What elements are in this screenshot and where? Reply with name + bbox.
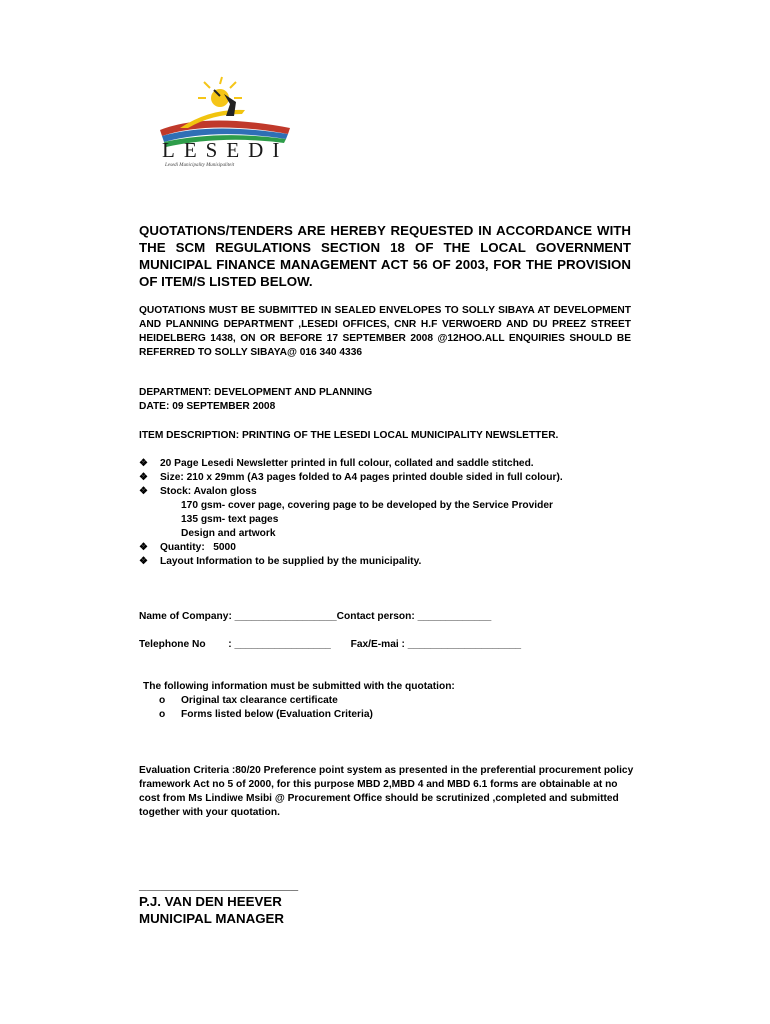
signatory-title: MUNICIPAL MANAGER [139, 911, 285, 926]
list-item [139, 555, 639, 569]
diamond-bullet-icon: ❖ [139, 542, 148, 553]
list-item-text: 20 Page Lesedi Newsletter printed in full colour, collated and saddle stitched. [160, 458, 534, 469]
diamond-bullet-icon: ❖ [139, 486, 148, 497]
logo-wordmark: LESEDI [162, 138, 289, 162]
department-block [139, 386, 631, 414]
evaluation-criteria: Evaluation Criteria :80/20 Preference point system as presented in the preferential procurement policy framework Act no 5 of 2000, for this purpose MBD 2,MBD 4 and MBD 6.1 forms are obtainable at no cost from Ms Lindiwe Msibi @ Procurement Office should be scrutinized ,completed and submitted together with your quotation. [139, 765, 634, 818]
department-line: DEPARTMENT: DEVELOPMENT AND PLANNING [139, 387, 373, 398]
list-subitem: Design and artwork [181, 528, 276, 539]
circle-bullet-icon: o [159, 709, 166, 720]
list-item [159, 708, 373, 722]
company-contact-line: Name of Company: __________________Contact person: _____________ [139, 611, 492, 622]
telephone-fax-line: Telephone No : _________________ Fax/E-mai : ____________________ [139, 639, 522, 650]
item-description: ITEM DESCRIPTION: PRINTING OF THE LESEDI LOCAL MUNICIPALITY NEWSLETTER. [139, 430, 559, 441]
item-specification-list [139, 457, 639, 569]
list-item-text: Quantity: 5000 [160, 542, 236, 553]
requirements-list [159, 694, 373, 722]
signatory-name: P.J. VAN DEN HEEVER [139, 894, 282, 909]
signatory-block [139, 893, 284, 927]
list-item-text: Layout Information to be supplied by the municipality. [160, 556, 422, 567]
requirements-intro: The following information must be submitted with the quotation: [143, 681, 455, 692]
list-item [139, 471, 639, 485]
logo-subtitle: Lesedi Municipality Munisipaliteit [165, 163, 235, 168]
diamond-bullet-icon: ❖ [139, 556, 148, 567]
list-item [139, 541, 639, 555]
date-line: DATE: 09 SEPTEMBER 2008 [139, 401, 276, 412]
list-item [139, 457, 639, 471]
circle-bullet-icon: o [159, 695, 166, 706]
list-subitem: 170 gsm- cover page, covering page to be developed by the Service Provider [181, 500, 553, 511]
submission-paragraph: QUOTATIONS MUST BE SUBMITTED IN SEALED ENVELOPES TO SOLLY SIBAYA AT DEVELOPMENT AND PLANNING DEPARTMENT ,LESEDI OFFICES, CNR H.F VERWOERD AND DU PREEZ STREET HEIDELBERG 1438, ON OR BEFORE 17 SEPTEMBER 2008 @12HOO.ALL ENQUIRIES SHOULD BE REFERRED TO SOLLY SIBAYA@ 016 340 4336 [139, 305, 631, 358]
list-item-text: Size: 210 x 29mm (A3 pages folded to A4 pages printed double sided in full colour). [160, 472, 563, 483]
signature-line: ______________________ [139, 877, 299, 892]
list-item [139, 485, 639, 499]
list-item-text: Stock: Avalon gloss [160, 486, 257, 497]
notice-heading: QUOTATIONS/TENDERS ARE HEREBY REQUESTED IN ACCORDANCE WITH THE SCM REGULATIONS SECTION 18 OF THE LOCAL GOVERNMENT MUNICIPAL FINANCE MANAGEMENT ACT 56 OF 2003, FOR THE PROVISION OF ITEM/S LISTED BELOW. [139, 223, 631, 289]
diamond-bullet-icon: ❖ [139, 472, 148, 483]
diamond-bullet-icon: ❖ [139, 458, 148, 469]
list-item-text: Forms listed below (Evaluation Criteria) [181, 709, 373, 720]
list-subitem: 135 gsm- text pages [181, 514, 279, 525]
list-item-text: Original tax clearance certificate [181, 695, 338, 706]
list-item [159, 694, 373, 708]
